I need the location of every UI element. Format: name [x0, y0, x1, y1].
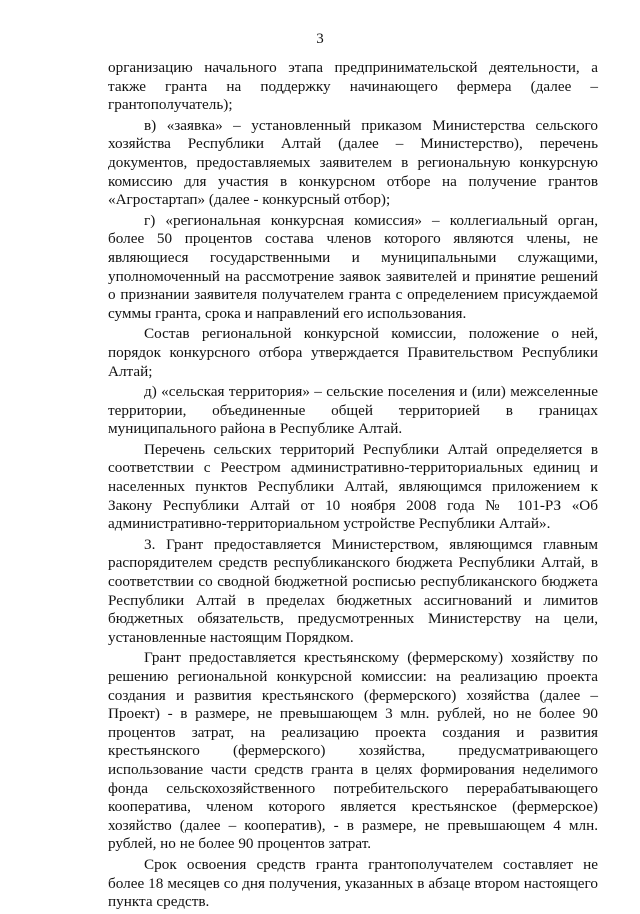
paragraph-continuation: организацию начального этапа предпринимательской деятельности, а также гранта на поддержку начинающего фермера (далее – грантополучатель);	[108, 59, 598, 114]
paragraph-definition-application: в) «заявка» – установленный приказом Министерства сельского хозяйства Республики Алтай (далее – Министерство), перечень документов, предоставляемых заявителем в региональную конкурсную комиссию для участия в конкурсном отборе на получение грантов «Агростартап» (далее - конкурсный отбор);	[108, 116, 598, 209]
paragraph-grant-provider: 3. Грант предоставляется Министерством, являющимся главным распорядителем средств республиканского бюджета Республики Алтай, в соответствии со сводной бюджетной росписью республиканского бюджета Республики Алтай в пределах бюджетных ассигнований и лимитов бюджетных обязательств, предусмотренных Министерству на цели, установленные настоящим Порядком.	[108, 535, 598, 646]
page-number: 3	[316, 31, 324, 47]
paragraph-grant-term: Срок освоения средств гранта грантополучателем составляет не более 18 месяцев со дня получения, указанных в абзаце втором настоящего пункта средств.	[108, 855, 598, 911]
document-body	[108, 59, 598, 914]
paragraph-commission-composition: Состав региональной конкурсной комиссии, положение о ней, порядок конкурсного отбора утверждается Правительством Республики Алтай;	[108, 325, 598, 380]
paragraph-definition-rural-territory: д) «сельская территория» – сельские поселения и (или) межселенные территории, объединенные общей территорией в границах муниципального района в Республике Алтай.	[108, 383, 598, 438]
paragraph-rural-territory-list: Перечень сельских территорий Республики Алтай определяется в соответствии с Реестром административно-территориальных единиц и населенных пунктов Республики Алтай, являющимся приложением к Закону Республики Алтай от 10 ноября 2008 года № 101-РЗ «Об административно-территориальном устройстве Республики Алтай».	[108, 440, 598, 533]
paragraph-definition-commission: г) «региональная конкурсная комиссия» – коллегиальный орган, более 50 процентов состава членов которого являются члены, не являющиеся государственными и муниципальными служащими, уполномоченный на рассмотрение заявок заявителей и принятие решений о признании заявителя получателем гранта с определением присуждаемой суммы гранта, срока и направлений его использования.	[108, 211, 598, 322]
paragraph-grant-amount: Грант предоставляется крестьянскому (фермерскому) хозяйству по решению региональной конкурсной комиссии: на реализацию проекта создания и развития крестьянского (фермерского) хозяйства (далее – Проект) - в размере, не превышающем 3 млн. рублей, но не более 90 процентов затрат, на реализацию проекта создания и развития крестьянского (фермерского) хозяйства, предусматривающего использование части средств гранта в целях формирования неделимого фонда сельскохозяйственного потребительского перерабатывающего кооператива, членом которого является крестьянское (фермерское) хозяйство (далее – кооператив), - в размере, не превышающем 4 млн. рублей, но не более 90 процентов затрат.	[108, 649, 598, 853]
